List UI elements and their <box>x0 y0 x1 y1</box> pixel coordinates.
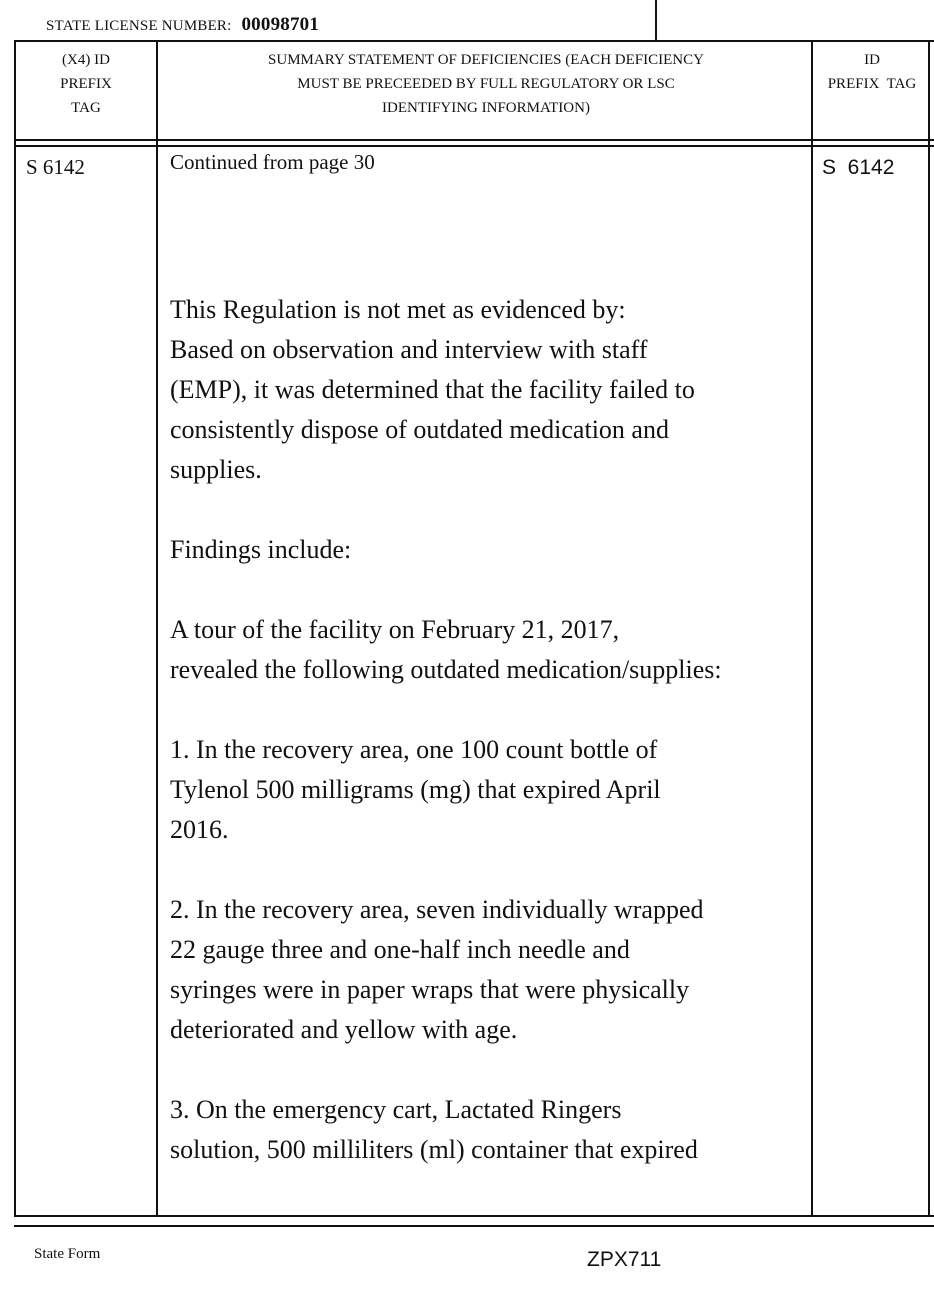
text-line: supplies. <box>170 455 262 484</box>
text-line: Based on observation and interview with staff <box>170 335 648 364</box>
paragraph <box>170 890 795 1050</box>
header-middle-line: SUMMARY STATEMENT OF DEFICIENCIES (EACH DEFICIENCY <box>268 52 704 68</box>
prefix-tag-right: S 6142 <box>822 156 895 179</box>
text-line: 3. On the emergency cart, Lactated Ringers <box>170 1095 622 1124</box>
header-prefix-tag-right <box>812 48 932 96</box>
text-line: 22 gauge three and one-half inch needle and <box>170 935 630 964</box>
col-divider-2 <box>811 40 813 1216</box>
deficiency-statement <box>170 290 795 1170</box>
prefix-tag-left: S 6142 <box>26 155 85 179</box>
text-line: 1. In the recovery area, one 100 count bottle of <box>170 735 658 764</box>
col-divider-1 <box>156 40 158 1216</box>
table-bottom-rule <box>14 1215 934 1217</box>
header-left-line: TAG <box>71 100 101 116</box>
event-id: ZPX711 <box>587 1248 662 1271</box>
header-middle-line: IDENTIFYING INFORMATION) <box>382 100 590 116</box>
header-middle-line: MUST BE PRECEEDED BY FULL REGULATORY OR LSC <box>297 76 675 92</box>
header-left-line: PREFIX <box>60 76 112 92</box>
header-left-line: (X4) ID <box>62 52 110 68</box>
header-top-rule <box>14 40 934 42</box>
text-line: consistently dispose of outdated medication and <box>170 415 669 444</box>
paragraph <box>170 290 795 490</box>
header-bottom-rule <box>14 139 934 141</box>
paragraph <box>170 1090 795 1170</box>
paragraph <box>170 610 795 690</box>
header-summary-statement <box>160 48 812 120</box>
paragraph <box>170 530 795 570</box>
text-line: 2016. <box>170 815 229 844</box>
state-license-line <box>46 14 319 36</box>
text-line: This Regulation is not met as evidenced by: <box>170 295 626 324</box>
text-line: Tylenol 500 milligrams (mg) that expired April <box>170 775 661 804</box>
text-line: revealed the following outdated medication/supplies: <box>170 655 722 684</box>
license-label: STATE LICENSE NUMBER: <box>46 18 232 34</box>
text-line: 2. In the recovery area, seven individually wrapped <box>170 895 704 924</box>
right-border <box>928 40 930 1216</box>
text-line: (EMP), it was determined that the facility failed to <box>170 375 695 404</box>
license-number: 00098701 <box>241 14 320 35</box>
text-line: solution, 500 milliliters (ml) container that expired <box>170 1135 698 1164</box>
text-line: syringes were in paper wraps that were physically <box>170 975 690 1004</box>
header-prefix-tag-left <box>16 48 156 120</box>
header-right-line: PREFIX TAG <box>827 76 917 92</box>
footer-rule <box>14 1225 934 1227</box>
text-line: A tour of the facility on February 21, 2017, <box>170 615 620 644</box>
continued-note: Continued from page 30 <box>170 150 375 174</box>
text-line: deteriorated and yellow with age. <box>170 1015 518 1044</box>
text-line: Findings include: <box>170 535 352 564</box>
header-right-line: ID <box>864 52 880 68</box>
paragraph <box>170 730 795 850</box>
form-name: State Form <box>34 1246 101 1262</box>
top-divider <box>655 0 657 42</box>
left-border <box>14 40 16 1216</box>
header-bottom-rule-2 <box>14 145 934 147</box>
